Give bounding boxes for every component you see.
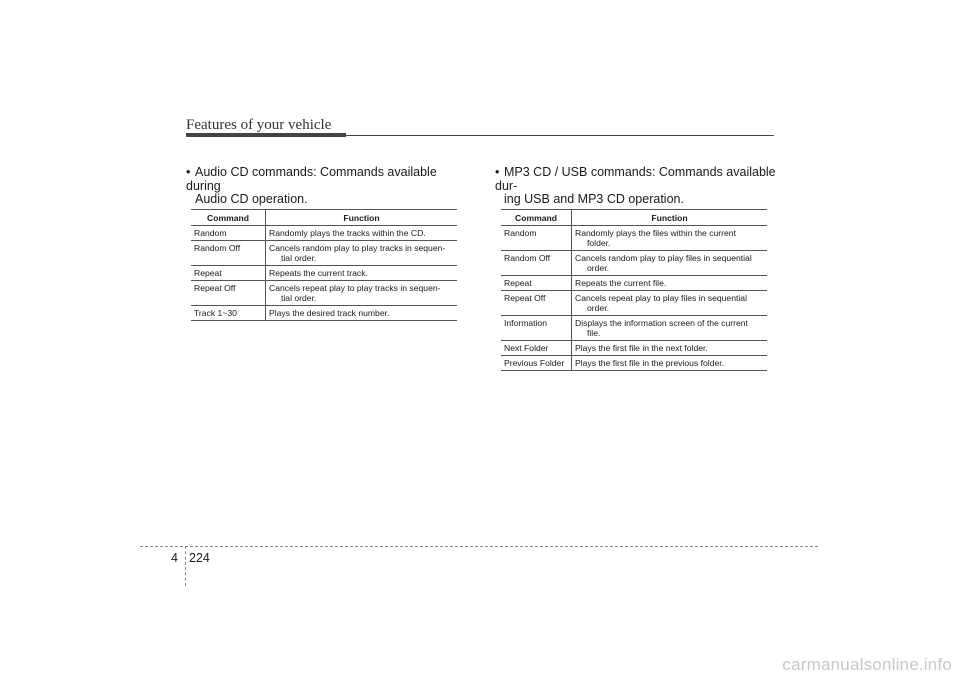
function-cell	[572, 251, 768, 276]
function-text: Randomly plays the files within the current	[575, 228, 736, 238]
function-cell	[266, 281, 458, 306]
header-rule-thick	[186, 133, 346, 137]
function-text: Cancels repeat play to play files in sequential	[575, 293, 747, 303]
function-text: Randomly plays the tracks within the CD.	[269, 228, 426, 238]
function-text: Cancels random play to play files in sequential	[575, 253, 752, 263]
command-cell: Random	[191, 226, 266, 241]
audio-cd-intro-line1: • Audio CD commands: Commands available during	[186, 165, 437, 193]
table-header-row	[501, 210, 767, 226]
column-header-command: Command	[191, 210, 266, 226]
column-header-function: Function	[266, 210, 458, 226]
table-row	[501, 226, 767, 251]
function-text: order.	[587, 303, 609, 313]
column-header-command: Command	[501, 210, 572, 226]
command-cell: Repeat Off	[191, 281, 266, 306]
function-text: tial order.	[281, 253, 317, 263]
bullet: •	[495, 165, 500, 179]
page-number: 224	[189, 551, 210, 565]
function-cell	[266, 226, 458, 241]
function-text: Repeats the current track.	[269, 268, 368, 278]
table-row	[501, 251, 767, 276]
function-text: Plays the desired track number.	[269, 308, 390, 318]
page-title: Features of your vehicle	[186, 117, 332, 133]
command-cell: Repeat	[501, 276, 572, 291]
function-cell	[266, 266, 458, 281]
command-cell: Random Off	[501, 251, 572, 276]
table-row	[191, 266, 457, 281]
function-text: folder.	[587, 238, 611, 248]
function-cell	[572, 316, 768, 341]
function-text: Plays the first file in the previous folder.	[575, 358, 725, 368]
function-cell	[572, 341, 768, 356]
command-cell: Repeat Off	[501, 291, 572, 316]
footer-vertical-rule	[185, 546, 186, 586]
column-header-function: Function	[572, 210, 768, 226]
audio-cd-intro-line2: Audio CD operation.	[195, 192, 308, 206]
table-row	[501, 291, 767, 316]
command-cell: Information	[501, 316, 572, 341]
function-text: file.	[587, 328, 601, 338]
audio-cd-table-body	[191, 226, 457, 321]
table-row	[191, 226, 457, 241]
table-row	[501, 341, 767, 356]
function-text: Cancels repeat play to play tracks in sequen-	[269, 283, 441, 293]
function-cell	[266, 306, 458, 321]
table-row	[191, 306, 457, 321]
command-cell: Random Off	[191, 241, 266, 266]
bullet: •	[186, 165, 191, 179]
command-cell: Repeat	[191, 266, 266, 281]
audio-cd-commands-table	[191, 209, 457, 321]
chapter-number: 4	[171, 551, 178, 565]
table-header-row	[191, 210, 457, 226]
footer-rule	[140, 546, 818, 547]
command-cell: Next Folder	[501, 341, 572, 356]
command-cell: Track 1~30	[191, 306, 266, 321]
function-cell	[572, 226, 768, 251]
function-cell	[572, 356, 768, 371]
table-row	[501, 356, 767, 371]
mp3-usb-commands-table	[501, 209, 767, 371]
command-cell: Random	[501, 226, 572, 251]
function-text: Cancels random play to play tracks in sequen-	[269, 243, 446, 253]
function-text: Plays the first file in the next folder.	[575, 343, 708, 353]
mp3-usb-intro-line1: • MP3 CD / USB commands: Commands available dur-	[495, 165, 776, 193]
command-cell: Previous Folder	[501, 356, 572, 371]
watermark: carmanualsonline.info	[782, 655, 952, 674]
table-row	[501, 276, 767, 291]
table-row	[191, 281, 457, 306]
mp3-usb-table-body	[501, 226, 767, 371]
mp3-usb-intro	[495, 166, 777, 207]
function-cell	[572, 291, 768, 316]
function-cell	[572, 276, 768, 291]
function-text: order.	[587, 263, 609, 273]
audio-cd-intro	[186, 166, 468, 207]
mp3-usb-intro-line2: ing USB and MP3 CD operation.	[504, 192, 684, 206]
function-cell	[266, 241, 458, 266]
function-text: tial order.	[281, 293, 317, 303]
table-row	[501, 316, 767, 341]
table-row	[191, 241, 457, 266]
function-text: Repeats the current file.	[575, 278, 667, 288]
function-text: Displays the information screen of the current	[575, 318, 748, 328]
header-rule-thin	[346, 135, 774, 136]
